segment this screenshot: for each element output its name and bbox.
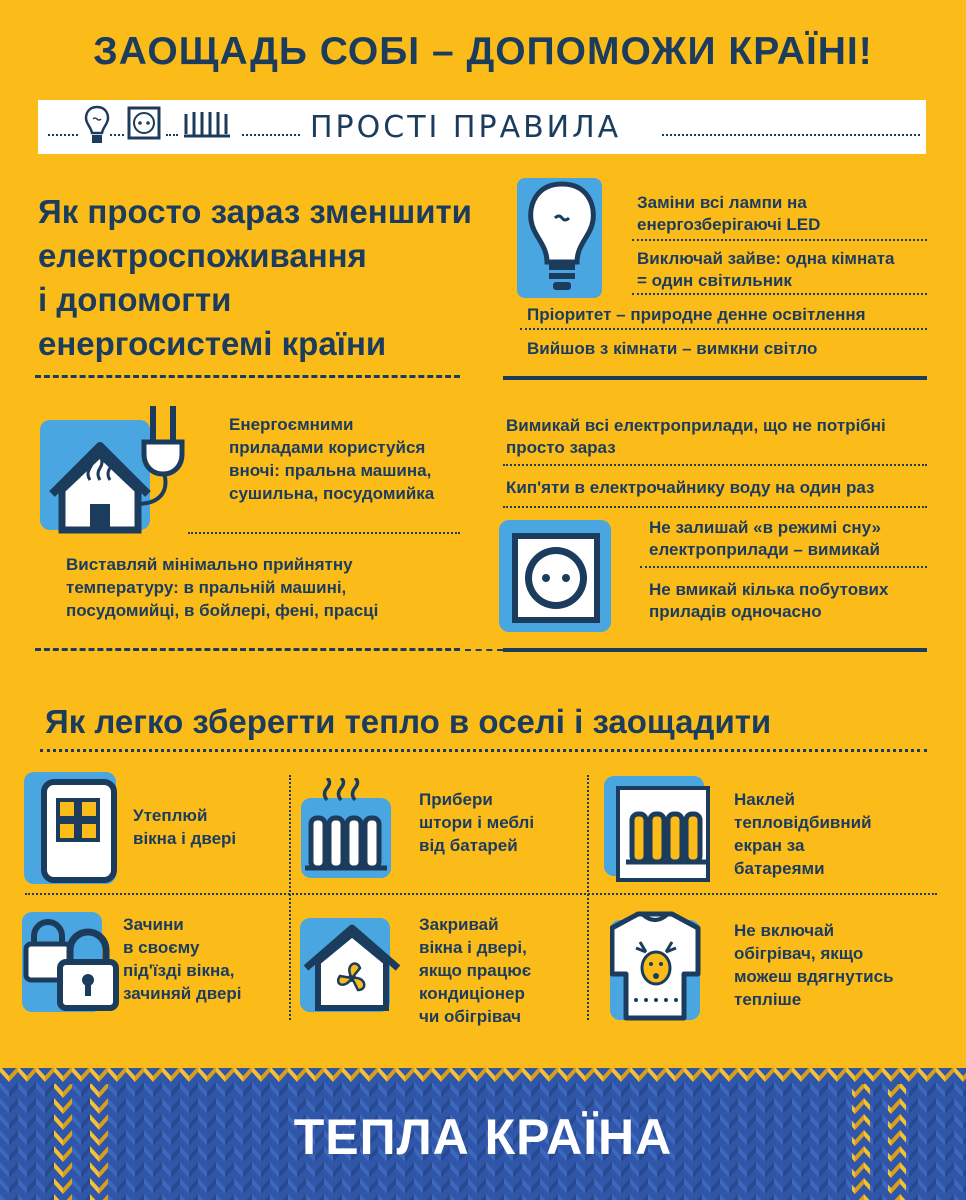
tip-kettle-once: Кип'яти в електрочайнику воду на один раз [506,478,875,497]
item-dress-warmer: Не включай обігрівач, якщо можеш вдягнутись тепліше [734,921,894,1009]
item-close-windows-ac: Закривай вікна і двері, якщо працює кондиціонер чи обігрівач [419,915,532,1026]
item-clear-radiators: Прибери штори і меблі від батарей [419,790,535,855]
item-close-entrance: Зачини в своєму під'їзді вікна, зачиняй двері [123,915,242,1003]
tip-switch-off-light: Вийшов з кімнати – вимкни світло [527,339,818,358]
item-insulate-windows: Утеплюй вікна і двері [133,806,237,848]
tip-led-lamps: Заміни всі лампи на енергозберігаючі LED [637,193,821,234]
radiator-mini-icon [182,108,232,140]
tip-not-simultaneous: Не вмикай кілька побутових приладів одночасно [649,580,889,621]
house-plug-icon [40,402,190,542]
tip-no-standby: Не залишай «в режимі сну» електроприлади – вимикай [649,518,882,559]
socket-icon [499,520,614,632]
tip-one-light: Виключай зайве: одна кімната = один світильник [637,249,895,290]
reflective-screen-icon [604,776,714,886]
tip-unplug-devices: Вимикай всі електроприлади, що не потрібні просто зараз [506,416,886,457]
sweater-icon [610,910,705,1022]
tip-daylight: Пріоритет – природне денне освітлення [527,305,866,324]
footer-title: ТЕПЛА КРАЇНА [293,1109,673,1165]
socket-mini-icon [127,106,161,140]
page-title: ЗАОЩАДЬ СОБІ – ДОПОМОЖИ КРАЇНІ! [93,30,873,73]
house-fan-icon [300,912,400,1012]
banner-text: ПРОСТІ ПРАВИЛА [310,110,622,145]
light-bulb-icon [517,178,607,298]
section1-heading: Як просто зараз зменшити електроспоживання і допомогти енергосистемі країни [38,193,472,362]
bulb-mini-icon [84,105,110,149]
lock-icon [22,908,122,1013]
tip-night-appliances: Енергоємними приладами користуйся вночі: пральна машина, сушильна, посудомийка [229,415,435,503]
section3-heading: Як легко зберегти тепло в оселі і заощадити [45,703,772,740]
tip-minimal-temperature: Виставляй мінімально прийнятну температуру: в пральній машині, посудомийці, в бойлері, фені, прасці [66,555,379,620]
window-icon [24,772,119,884]
item-reflective-screen: Наклей тепловідбивний екран за батареями [734,790,872,878]
radiator-icon [301,778,393,878]
